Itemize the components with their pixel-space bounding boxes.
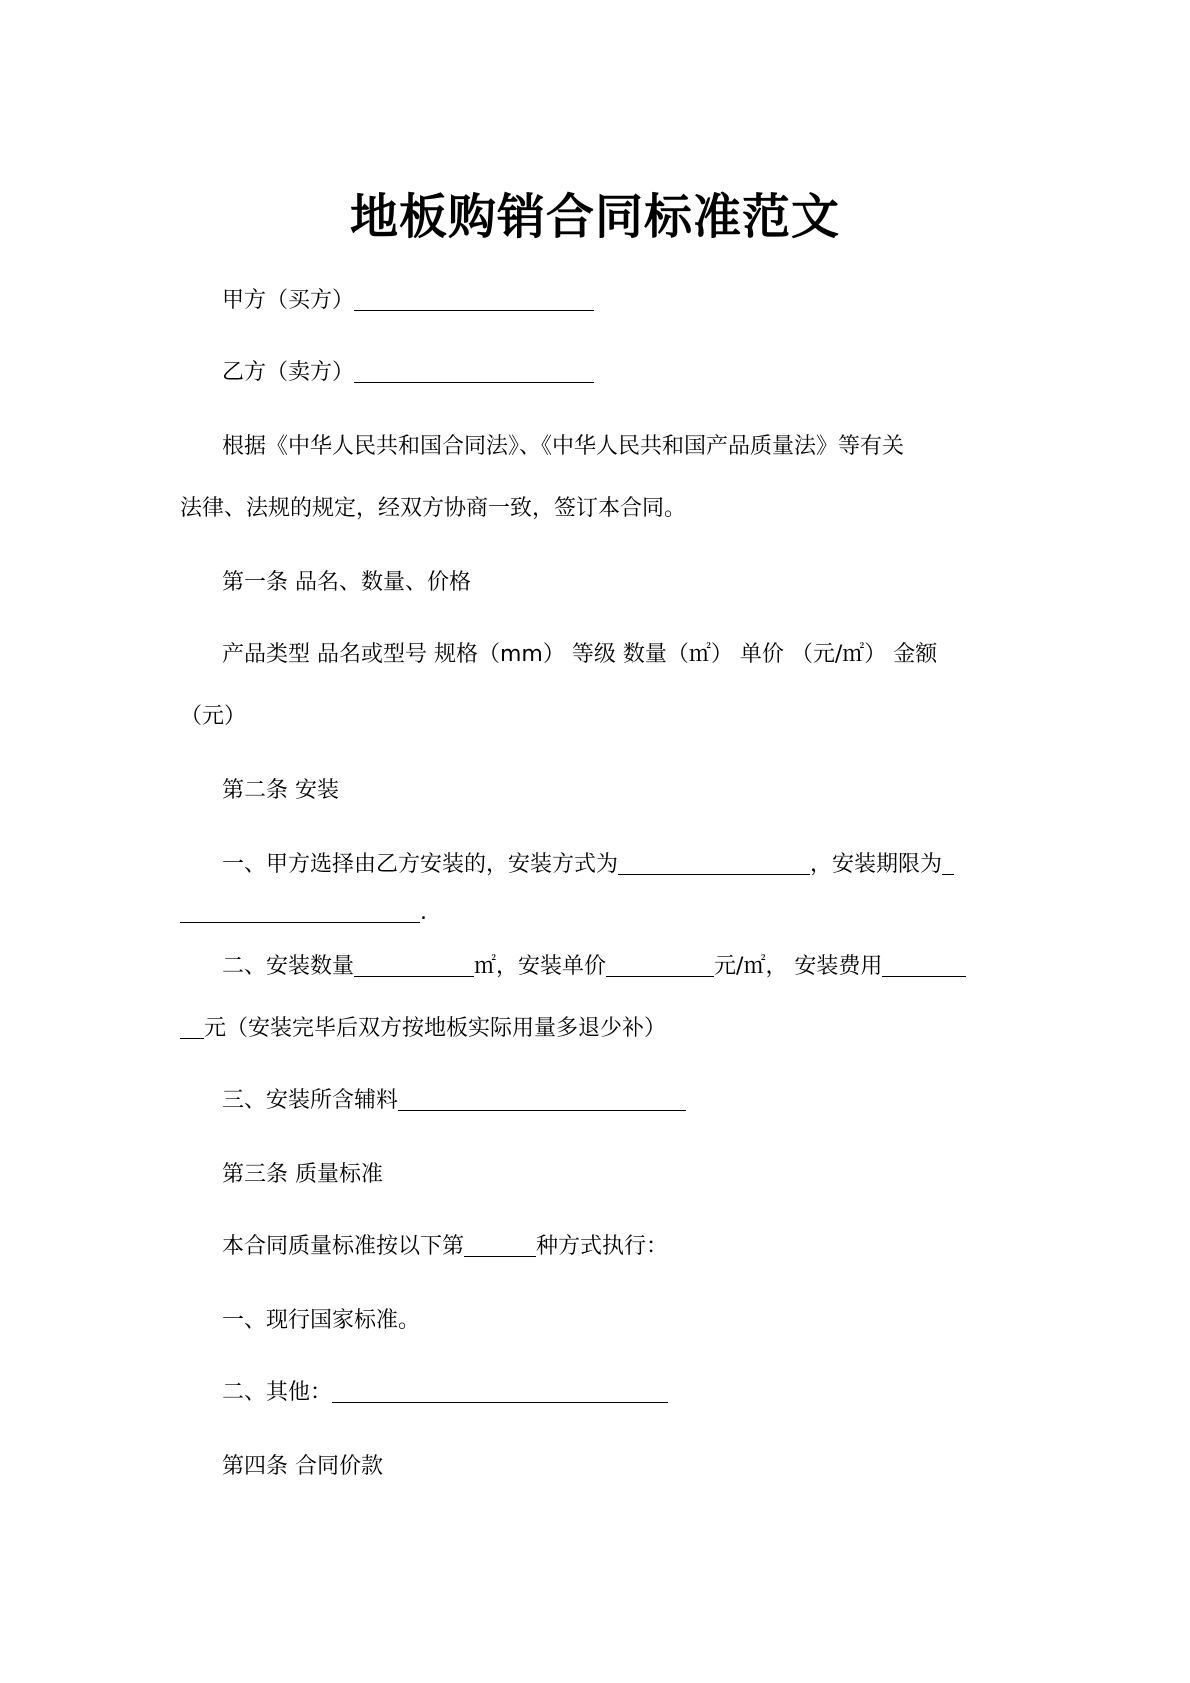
party-a-line [222,286,594,316]
document-title: 地板购销合同标准范文 [349,189,840,245]
install-materials-label: 三、安装所含辅料 [222,1088,399,1113]
install-period-label: ，安装期限为 [810,852,943,877]
install-quantity-label: 二、安装数量 [222,954,355,979]
party-b-label: 乙方（卖方） [222,360,355,385]
install-quantity-blank[interactable] [354,954,474,977]
install-period-blank[interactable] [180,900,420,923]
install-period-end: . [420,900,427,925]
article-1-header-line-2: （元） [180,704,247,729]
article-4-title: 第四条 合同价款 [222,1454,383,1479]
other-standard-label: 二、其他： [222,1380,333,1405]
install-period-blank-start[interactable] [942,852,954,875]
quality-standard-suffix: 种方式执行： [536,1234,669,1259]
quality-standard-label: 本合同质量标准按以下第 [222,1234,465,1259]
article-2-item-1-cont [180,898,427,928]
install-method-blank[interactable] [618,852,810,875]
install-unit-price-label: ㎡，安装单价 [474,954,607,979]
article-3-item-1: 一、现行国家标准。 [222,1308,421,1333]
article-3-item-2 [222,1378,668,1408]
article-2-item-3 [222,1086,686,1116]
article-1-header-line-1: 产品类型 品名或型号 规格（mm） 等级 数量（㎡） 单价 （元/㎡） 金额 [222,642,938,667]
party-b-blank[interactable] [354,360,594,383]
article-2-title: 第二条 安装 [222,778,339,803]
party-a-label: 甲方（买方） [222,288,355,313]
install-materials-blank[interactable] [398,1088,686,1111]
party-a-blank[interactable] [354,288,594,311]
install-method-label: 一、甲方选择由乙方安装的，安装方式为 [222,852,619,877]
install-fee-note: 元（安装完毕后双方按地板实际用量多退少补） [204,1016,667,1041]
install-fee-blank-start[interactable] [882,954,966,977]
article-2-item-2-cont [180,1014,666,1044]
install-fee-label: 元/㎡， 安装费用 [714,954,883,979]
install-unit-price-blank[interactable] [606,954,714,977]
intro-line-1: 根据《中华人民共和国合同法》、《中华人民共和国产品质量法》等有关 [222,434,905,459]
article-1-title: 第一条 品名、数量、价格 [222,570,471,595]
article-2-item-1 [222,850,954,880]
other-standard-blank[interactable] [332,1380,668,1403]
article-3-title: 第三条 质量标准 [222,1162,383,1187]
intro-line-2: 法律、法规的规定，经双方协商一致，签订本合同。 [180,496,687,521]
quality-standard-blank[interactable] [464,1234,536,1257]
article-3-line [222,1232,668,1262]
install-fee-blank[interactable] [180,1016,204,1039]
article-2-item-2 [222,952,966,982]
party-b-line [222,358,594,388]
